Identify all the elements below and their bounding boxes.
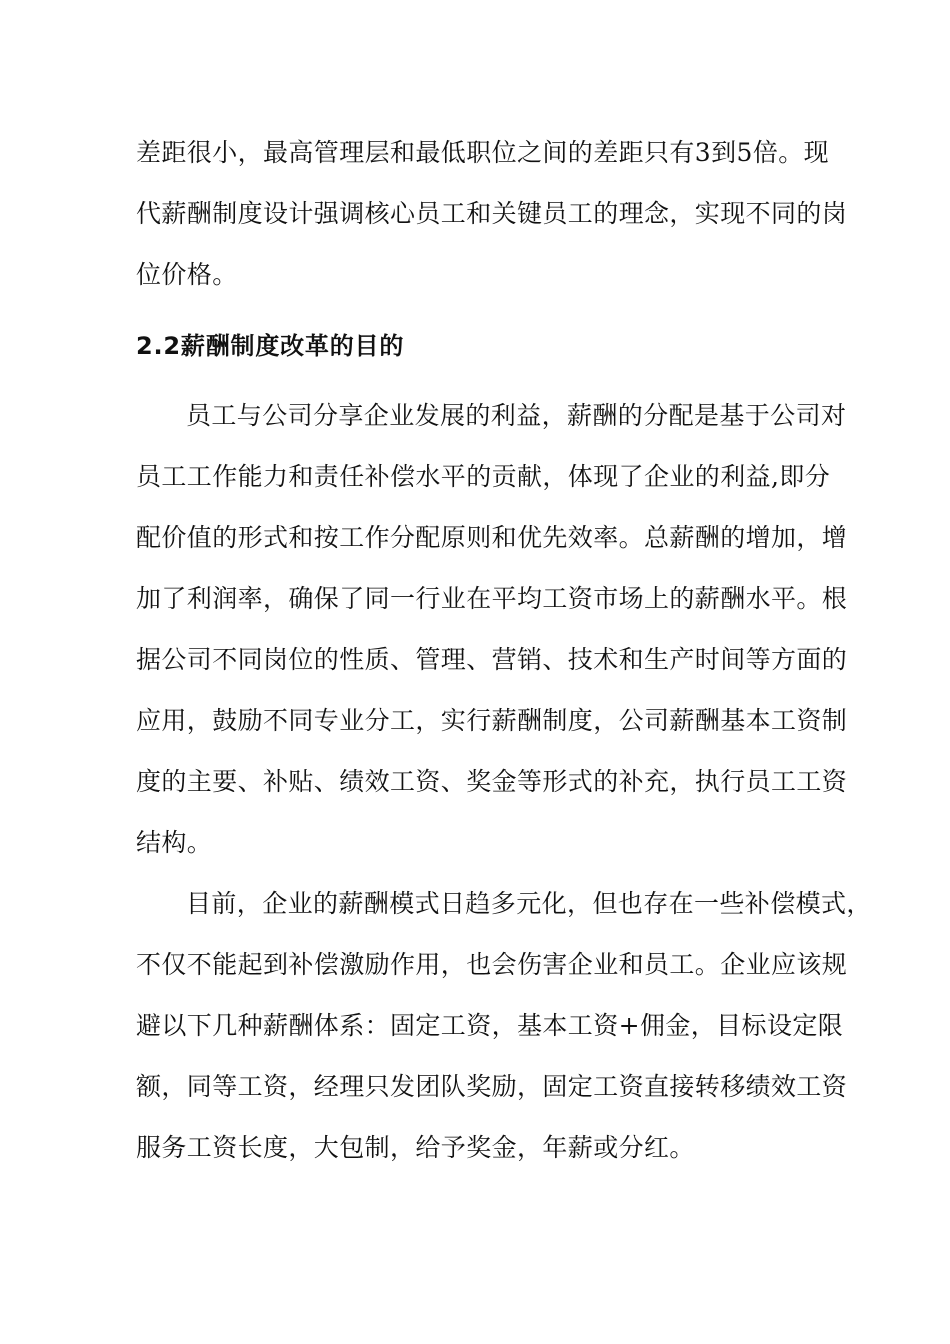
text-line: 位价格。 [136,260,238,289]
text-line: 员工工作能力和责任补偿水平的贡献，体现了企业的利益,即分 [136,462,831,491]
text-line: 服务工资长度，大包制，给予奖金，年薪或分红。 [136,1133,695,1162]
text-line: 应用，鼓励不同专业分工，实行薪酬制度，公司薪酬基本工资制 [136,706,848,735]
text-line: 额，同等工资，经理只发团队奖励，固定工资直接转移绩效工资 [136,1072,848,1101]
text-line: 结构。 [136,828,213,857]
text-line: 差距很小，最高管理层和最低职位之间的差距只有3到5倍。现 [136,138,830,167]
section-heading: 2.2薪酬制度改革的目的 [136,332,405,360]
text-line: 配价值的形式和按工作分配原则和优先效率。总薪酬的增加，增 [136,523,848,552]
text-line: 不仅不能起到补偿激励作用，也会伤害企业和员工。企业应该规 [136,950,848,979]
text-line: 避以下几种薪酬体系：固定工资，基本工资+佣金，目标设定限 [136,1011,844,1040]
text-line: 度的主要、补贴、绩效工资、奖金等形式的补充，执行员工工资 [136,767,848,796]
text-line: 加了利润率，确保了同一行业在平均工资市场上的薪酬水平。根 [136,584,848,613]
text-line: 代薪酬制度设计强调核心员工和关键员工的理念，实现不同的岗 [136,199,848,228]
text-line: 据公司不同岗位的性质、管理、营销、技术和生产时间等方面的 [136,645,848,674]
text-line: 目前，企业的薪酬模式日趋多元化，但也存在一些补偿模式， [186,889,872,918]
text-line: 员工与公司分享企业发展的利益，薪酬的分配是基于公司对 [186,401,847,430]
